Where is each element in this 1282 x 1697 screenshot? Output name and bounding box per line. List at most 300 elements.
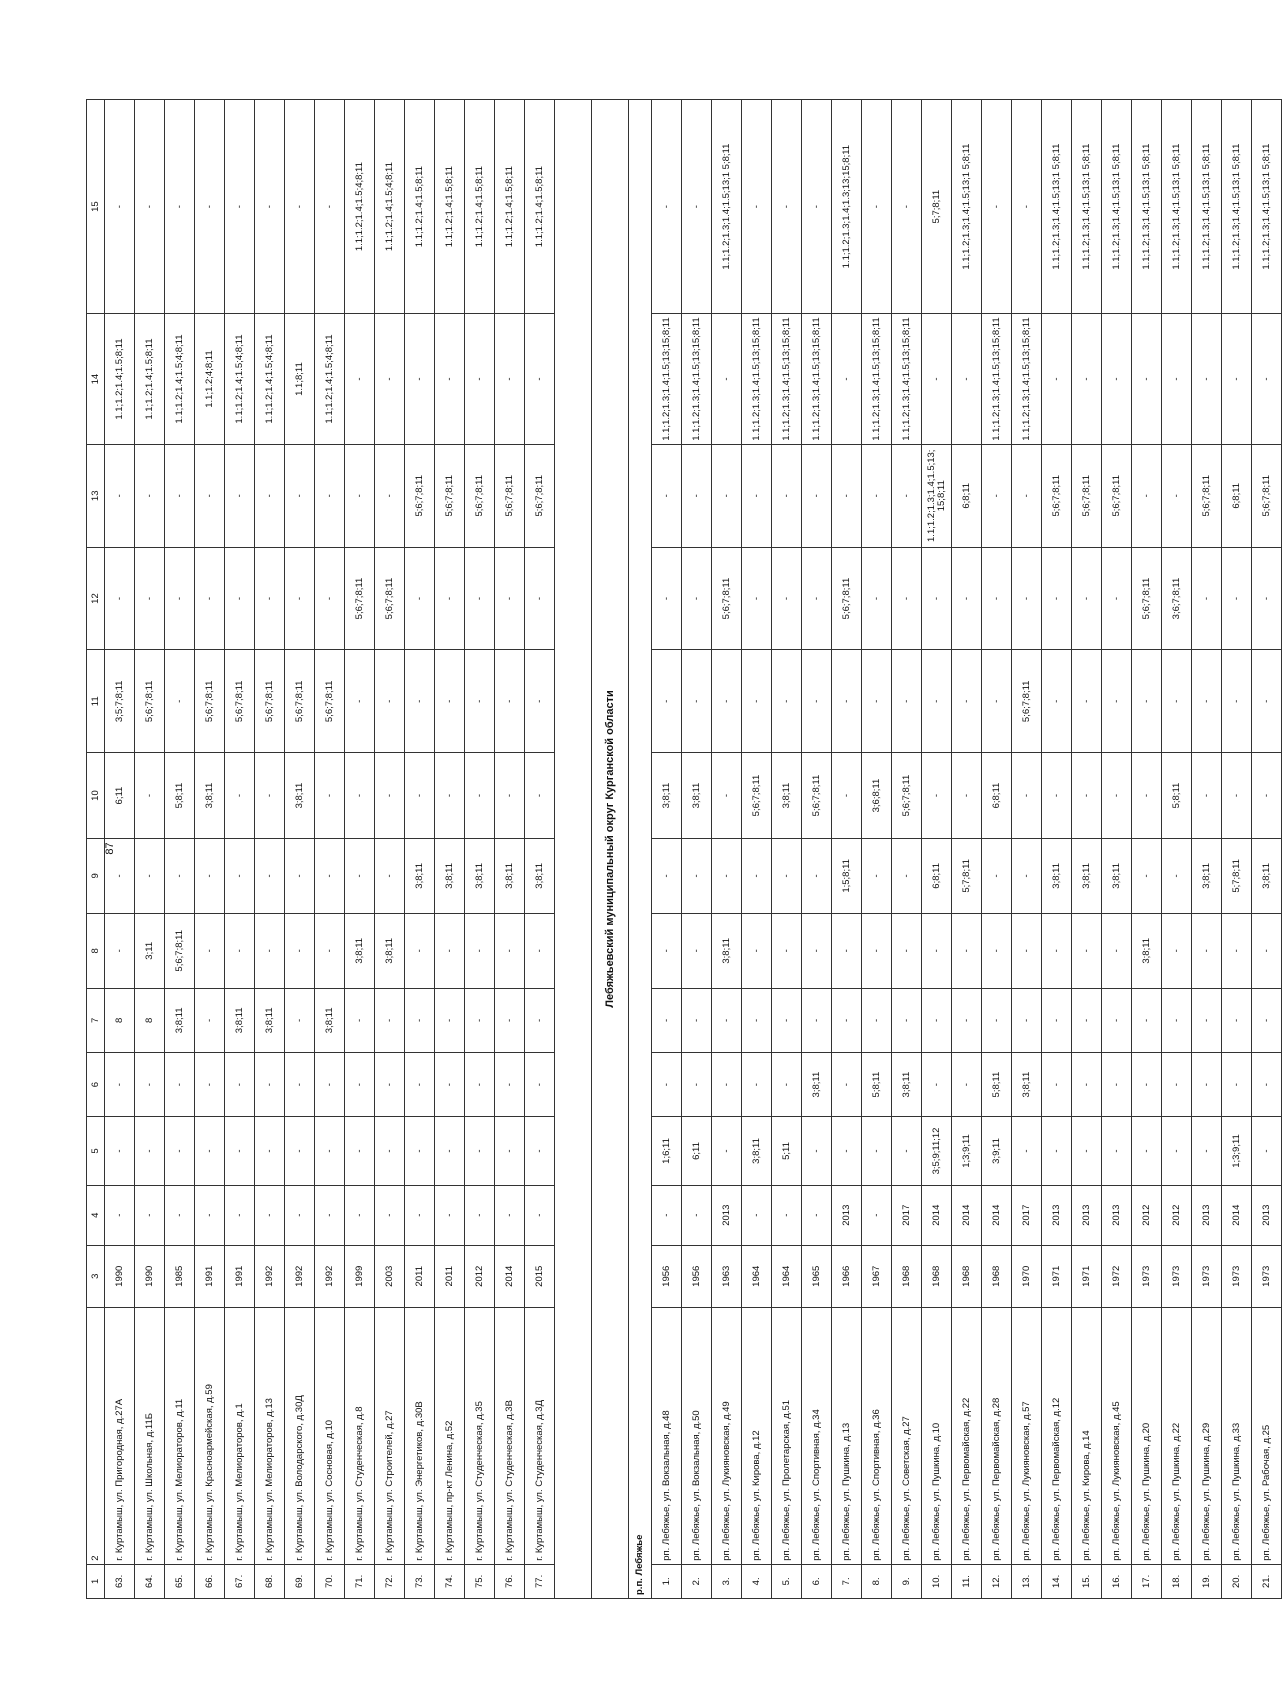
table-row-cell: 5;6;7;8;11: [1192, 444, 1222, 547]
table-row-cell: -: [255, 444, 285, 547]
table-row-cell: -: [435, 913, 465, 988]
table-row-cell: -: [832, 314, 862, 445]
table-row: [1102, 100, 1132, 1599]
table-row-cell: -: [285, 444, 315, 547]
table-row-cell: -: [652, 988, 682, 1052]
header-row-cell: 11: [87, 650, 105, 753]
table-row-cell: -: [862, 913, 892, 988]
table-row-cell: 67.: [225, 1564, 255, 1598]
table-row-cell: -: [652, 444, 682, 547]
table-row-cell: -: [195, 444, 225, 547]
table-row-cell: -: [315, 100, 345, 314]
table-row-cell: рп. Лебяжье, ул. Первомайская, д.12: [1042, 1307, 1072, 1564]
table-row: [922, 100, 952, 1599]
table-row-cell: -: [1042, 547, 1072, 650]
table-row-cell: 1973: [1222, 1245, 1252, 1307]
table-row-cell: 3;8;11: [195, 753, 225, 839]
table-row-cell: -: [105, 838, 135, 913]
table-row-cell: -: [315, 1052, 345, 1116]
table-row-cell: 5;6;7;8;11: [802, 753, 832, 839]
table-row-cell: -: [435, 314, 465, 445]
table-row-cell: -: [285, 1052, 315, 1116]
table-row-cell: -: [682, 547, 712, 650]
table-row-cell: -: [712, 753, 742, 839]
table-row-cell: -: [315, 753, 345, 839]
table-row-cell: -: [952, 753, 982, 839]
table-row-cell: -: [982, 988, 1012, 1052]
table-row-cell: 1992: [285, 1245, 315, 1307]
table-row-cell: г. Куртамыш, ул. Энергетиков, д.30В: [405, 1307, 435, 1564]
table-row-cell: г. Куртамыш, ул. Мелиораторов, д.13: [255, 1307, 285, 1564]
table-row-cell: 1966: [832, 1245, 862, 1307]
table-row: [345, 100, 375, 1599]
table-row-cell: -: [255, 1117, 285, 1186]
table-row-cell: 76.: [495, 1564, 525, 1598]
table-row-cell: -: [1162, 1052, 1192, 1116]
table-row-cell: 15.: [1072, 1564, 1102, 1598]
table-row-cell: 1956: [652, 1245, 682, 1307]
table-row-cell: -: [802, 444, 832, 547]
table-row-cell: -: [465, 988, 495, 1052]
table-row-cell: -: [255, 913, 285, 988]
table-row-cell: -: [1132, 753, 1162, 839]
table-row-cell: -: [1072, 314, 1102, 445]
table-row-cell: -: [742, 650, 772, 753]
table-row-cell: -: [525, 913, 555, 988]
table-row-cell: 1.1;1.2;1.3;1.4;1.5;13;15;8;11: [802, 314, 832, 445]
table-row-cell: -: [1042, 988, 1072, 1052]
table-row-cell: -: [1222, 314, 1252, 445]
table-row-cell: -: [1222, 1052, 1252, 1116]
table-row-cell: -: [375, 444, 405, 547]
table-row-cell: 1973: [1132, 1245, 1162, 1307]
table-row-cell: -: [1042, 913, 1072, 988]
table-row-cell: -: [495, 314, 525, 445]
table-row-cell: рп. Лебяжье, ул. Рабочая, д.25: [1252, 1307, 1282, 1564]
table-row-cell: -: [892, 838, 922, 913]
table-row-cell: 3;8;11: [465, 838, 495, 913]
table-row-cell: -: [772, 1052, 802, 1116]
table-row-cell: -: [1192, 650, 1222, 753]
table-row-cell: -: [195, 913, 225, 988]
table-row-cell: -: [195, 838, 225, 913]
table-row-cell: 3;8;11: [742, 1117, 772, 1186]
table-row-cell: -: [345, 1185, 375, 1245]
table-row-cell: 1964: [742, 1245, 772, 1307]
table-row: [802, 100, 832, 1599]
table-row-cell: -: [375, 838, 405, 913]
table-row-cell: 5;6;7;8;11: [375, 547, 405, 650]
table-row-cell: -: [862, 838, 892, 913]
table-row-cell: 6;11: [682, 1117, 712, 1186]
table-row-cell: 1;6;11: [652, 1117, 682, 1186]
table-row-cell: -: [712, 314, 742, 445]
table-row: [405, 100, 435, 1599]
table-row-cell: -: [1132, 838, 1162, 913]
table-row-cell: 1.1;1.2;1.3;1.4;1.5;13;15;8;11: [742, 314, 772, 445]
table-row-cell: 2012: [1132, 1185, 1162, 1245]
table-row-cell: -: [952, 1052, 982, 1116]
table-row-cell: 2017: [892, 1185, 922, 1245]
table-row-cell: рп. Лебяжье, ул. Спортивная, д.34: [802, 1307, 832, 1564]
table-row-cell: -: [1072, 988, 1102, 1052]
table-row-cell: -: [315, 1117, 345, 1186]
table-row-cell: г. Куртамыш, ул. Студенческая, д.3Д: [525, 1307, 555, 1564]
table-row-cell: 5;6;7;8;11: [525, 444, 555, 547]
table-row: [435, 100, 465, 1599]
table-row-cell: 3;8;11: [1072, 838, 1102, 913]
table-row-cell: -: [405, 1117, 435, 1186]
table-row-cell: 2011: [435, 1245, 465, 1307]
table-row-cell: 1.1;1.2;1.4;1.5;4;8;11: [255, 314, 285, 445]
table-row-cell: 1.1;1.2;1.4;1.5;8;11: [495, 100, 525, 314]
table-row-cell: 1.1;1.2;1.3;1.4;1.5;13;15;8;11: [652, 314, 682, 445]
table-row-cell: 3;8;11: [1192, 838, 1222, 913]
table-row-cell: -: [225, 100, 255, 314]
table-row-cell: 1.1;1.2;1.3;1.4;1.5;13;15;8;11: [892, 314, 922, 445]
table-row-cell: 3;6;7;8;11: [1162, 547, 1192, 650]
table-row-cell: 2015: [525, 1245, 555, 1307]
table-row-cell: -: [525, 1052, 555, 1116]
table-row-cell: -: [105, 1117, 135, 1186]
table-row-cell: -: [435, 650, 465, 753]
table-row-cell: 3;8;11: [405, 838, 435, 913]
table-row-cell: 3;8;11: [495, 838, 525, 913]
table-row-cell: -: [375, 753, 405, 839]
table-row-cell: г. Куртамыш, пр-кт Ленина, д.52: [435, 1307, 465, 1564]
table-row-cell: -: [1072, 547, 1102, 650]
table-row-cell: 1970: [1012, 1245, 1042, 1307]
table-row-cell: 69.: [285, 1564, 315, 1598]
table-row-cell: -: [862, 547, 892, 650]
table-row-cell: -: [1222, 650, 1252, 753]
table-row-cell: -: [832, 1052, 862, 1116]
table-row-cell: -: [345, 988, 375, 1052]
table-row-cell: 5;6;7;8;11: [832, 547, 862, 650]
table-row-cell: -: [345, 314, 375, 445]
table-row-cell: 3;11: [135, 913, 165, 988]
table-row-cell: -: [1252, 1052, 1282, 1116]
table-row-cell: 71.: [345, 1564, 375, 1598]
table-row: [195, 100, 225, 1599]
table-row-cell: 1.1;1.2;1.3;1.4;1.5;13;15;8;11: [772, 314, 802, 445]
table-row-cell: 1.1;1.2;1.3;1.4;1.5;13;15;8;11: [682, 314, 712, 445]
table-row-cell: -: [255, 753, 285, 839]
table-row-cell: 1973: [1192, 1245, 1222, 1307]
table-row-cell: 13.: [1012, 1564, 1042, 1598]
table-row-cell: 5;6;7;8;11: [742, 753, 772, 839]
table-row-cell: -: [105, 547, 135, 650]
table-row-cell: -: [892, 650, 922, 753]
section-title-row: [592, 100, 629, 1599]
table-row-cell: 3;6;8;11: [862, 753, 892, 839]
table-row-cell: 74.: [435, 1564, 465, 1598]
table-row-cell: 2013: [1042, 1185, 1072, 1245]
table-row-cell: -: [345, 444, 375, 547]
page-number: 87: [104, 842, 116, 855]
table-row-cell: 1990: [105, 1245, 135, 1307]
table-row-cell: -: [405, 314, 435, 445]
table-row-cell: 1.: [652, 1564, 682, 1598]
table-row-cell: -: [982, 444, 1012, 547]
table-row-cell: 5;8;11: [1162, 753, 1192, 839]
table-row-cell: -: [405, 1185, 435, 1245]
table-row-cell: -: [345, 650, 375, 753]
table-row-cell: -: [712, 838, 742, 913]
table-row-cell: -: [165, 1185, 195, 1245]
table-row-cell: рп. Лебяжье, ул. Пролетарская, д.51: [772, 1307, 802, 1564]
table-row-cell: 3;8;11: [435, 838, 465, 913]
table-row-cell: -: [1102, 1052, 1132, 1116]
table-row-cell: рп. Лебяжье, ул. Кирова, д.14: [1072, 1307, 1102, 1564]
table-row-cell: -: [1192, 1052, 1222, 1116]
table-row-cell: 5;7;8;11: [922, 100, 952, 314]
table-row-cell: 3;8;11: [1252, 838, 1282, 913]
table-row-cell: 6;8;11: [1222, 444, 1252, 547]
table-row-cell: г. Куртамыш, ул. Володарского, д.30Д: [285, 1307, 315, 1564]
table-row-cell: -: [1252, 547, 1282, 650]
table-row-cell: 1968: [982, 1245, 1012, 1307]
table-row-cell: -: [285, 547, 315, 650]
table-row-cell: рп. Лебяжье, ул. Пушкина, д.29: [1192, 1307, 1222, 1564]
table-row-cell: -: [802, 988, 832, 1052]
table-row-cell: -: [225, 444, 255, 547]
table-row-cell: 2012: [1162, 1185, 1192, 1245]
table-row-cell: г. Куртамыш, ул. Сосновая, д.10: [315, 1307, 345, 1564]
header-row-cell: 9: [87, 838, 105, 913]
table-row-cell: рп. Лебяжье, ул. Вокзальная, д.48: [652, 1307, 682, 1564]
table-row-cell: -: [105, 100, 135, 314]
table-row-cell: 1972: [1102, 1245, 1132, 1307]
table-row-cell: 3;8;11: [682, 753, 712, 839]
table-row-cell: 1.1;1.2;1.3;1.4;1.5;13;15;8;11: [922, 444, 952, 547]
table-row-cell: -: [255, 100, 285, 314]
table-row-cell: -: [742, 547, 772, 650]
place-label-row-text: р.п. Лебяжье: [629, 100, 652, 1599]
table-row-cell: 5;6;7;8;11: [225, 650, 255, 753]
table-row-cell: -: [862, 100, 892, 314]
table-row-cell: 2013: [1072, 1185, 1102, 1245]
table-row-cell: -: [225, 913, 255, 988]
table-row-cell: -: [135, 100, 165, 314]
table-row-cell: -: [525, 1185, 555, 1245]
table-row-cell: 8.: [862, 1564, 892, 1598]
table-row-cell: 7.: [832, 1564, 862, 1598]
table-row-cell: 1991: [195, 1245, 225, 1307]
table-row-cell: -: [952, 913, 982, 988]
table-row-cell: 75.: [465, 1564, 495, 1598]
table-row-cell: -: [1252, 314, 1282, 445]
table-row-cell: -: [1252, 650, 1282, 753]
table-row-cell: 5.: [772, 1564, 802, 1598]
table-row-cell: -: [165, 1052, 195, 1116]
table-row-cell: -: [195, 1052, 225, 1116]
table-row-cell: 2003: [375, 1245, 405, 1307]
table-row-cell: -: [772, 988, 802, 1052]
table-row-cell: 3;5;9;11;12: [922, 1117, 952, 1186]
table-row-cell: -: [495, 547, 525, 650]
table-row-cell: 5;6;7;8;11: [892, 753, 922, 839]
table-row-cell: -: [195, 1185, 225, 1245]
table-row-cell: -: [105, 1185, 135, 1245]
header-row-cell: 4: [87, 1185, 105, 1245]
table-row-cell: 1965: [802, 1245, 832, 1307]
table-row-cell: 1.1;1.2;1.4;1.5;8;11: [135, 314, 165, 445]
table-row-cell: -: [375, 1185, 405, 1245]
table-row-cell: -: [1252, 753, 1282, 839]
table-row-cell: -: [802, 650, 832, 753]
table-row-cell: -: [285, 1117, 315, 1186]
table-row: [1012, 100, 1042, 1599]
table-row-cell: -: [832, 753, 862, 839]
table-row-cell: 1968: [892, 1245, 922, 1307]
table-row-cell: -: [1102, 913, 1132, 988]
table-row-cell: -: [652, 913, 682, 988]
table-row-cell: -: [832, 913, 862, 988]
table-row-cell: -: [495, 1185, 525, 1245]
table-row: [982, 100, 1012, 1599]
table-row-cell: -: [682, 838, 712, 913]
table-row-cell: 2014: [982, 1185, 1012, 1245]
table-row-cell: 1956: [682, 1245, 712, 1307]
table-row-cell: -: [862, 650, 892, 753]
table-row-cell: -: [255, 1052, 285, 1116]
table-row-cell: 3;8;11: [712, 913, 742, 988]
table-row-cell: 1.1;1.2;4;8;11: [195, 314, 225, 445]
table-row-cell: -: [375, 988, 405, 1052]
table-row-cell: -: [465, 314, 495, 445]
table-row-cell: -: [892, 547, 922, 650]
table-row-cell: -: [1132, 988, 1162, 1052]
table-row-cell: -: [285, 100, 315, 314]
table-row-cell: -: [195, 1117, 225, 1186]
table-row-cell: 21.: [1252, 1564, 1282, 1598]
table-row-cell: рп. Лебяжье, ул. Пушкина, д.13: [832, 1307, 862, 1564]
table-row-cell: рп. Лебяжье, ул. Пушкина, д.20: [1132, 1307, 1162, 1564]
table-row: [1162, 100, 1192, 1599]
table-row-cell: -: [1192, 753, 1222, 839]
table-row-cell: -: [225, 1185, 255, 1245]
table-row-cell: -: [952, 547, 982, 650]
table-row-cell: 6.: [802, 1564, 832, 1598]
table-row-cell: -: [982, 547, 1012, 650]
table-row-cell: 6;8;11: [922, 838, 952, 913]
table-row-cell: -: [682, 1185, 712, 1245]
table-row-cell: 3;8;11: [345, 913, 375, 988]
table-row-cell: 5;7;8;11: [952, 838, 982, 913]
table-row-cell: -: [1192, 913, 1222, 988]
table-row-cell: -: [1192, 314, 1222, 445]
table-row-cell: -: [772, 838, 802, 913]
table-row-cell: 5;6;7;8;11: [285, 650, 315, 753]
table-row-cell: 77.: [525, 1564, 555, 1598]
header-row-cell: 8: [87, 913, 105, 988]
table-row-cell: 11.: [952, 1564, 982, 1598]
table-row-cell: -: [982, 838, 1012, 913]
table-row-cell: -: [525, 988, 555, 1052]
header-row-cell: 14: [87, 314, 105, 445]
table-row-cell: 3;8;11: [315, 988, 345, 1052]
table-row-cell: -: [435, 547, 465, 650]
table-row-cell: 5;6;7;8;11: [1132, 547, 1162, 650]
table-row-cell: 2013: [712, 1185, 742, 1245]
table-row-cell: -: [225, 547, 255, 650]
table-row-cell: -: [1102, 650, 1132, 753]
table-row-cell: -: [892, 988, 922, 1052]
table-row-cell: -: [1012, 988, 1042, 1052]
table-row-cell: 1992: [255, 1245, 285, 1307]
blank-row: [555, 100, 592, 1599]
table-row-cell: -: [652, 1052, 682, 1116]
table-row-cell: 3;8;11: [652, 753, 682, 839]
table-row-cell: 5;6;7;8;11: [315, 650, 345, 753]
table-row-cell: -: [135, 547, 165, 650]
table-row-cell: -: [165, 650, 195, 753]
table-row-cell: -: [225, 838, 255, 913]
table-row-cell: рп. Лебяжье, ул. Пушкина, д.22: [1162, 1307, 1192, 1564]
table-row-cell: рп. Лебяжье, ул. Первомайская, д.28: [982, 1307, 1012, 1564]
table-row-cell: -: [742, 444, 772, 547]
table-row-cell: 2013: [1192, 1185, 1222, 1245]
table-row-cell: 5;6;7;8;11: [165, 913, 195, 988]
table-row-cell: -: [952, 650, 982, 753]
table-row-cell: 3;8;11: [1012, 1052, 1042, 1116]
table-row-cell: -: [315, 444, 345, 547]
table-row-cell: -: [1102, 314, 1132, 445]
table-row-cell: 1973: [1252, 1245, 1282, 1307]
table-row-cell: 2013: [1102, 1185, 1132, 1245]
table-row-cell: -: [315, 838, 345, 913]
table-row-cell: 19.: [1192, 1564, 1222, 1598]
table-row-cell: 1.1;1.2;1.3;1.4;1.5;13;15;8;11: [1012, 314, 1042, 445]
table-row-cell: -: [742, 1052, 772, 1116]
table-row-cell: г. Куртамыш, ул. Студенческая, д.35: [465, 1307, 495, 1564]
table-row-cell: -: [495, 753, 525, 839]
table-row-cell: -: [135, 838, 165, 913]
header-row-cell: 3: [87, 1245, 105, 1307]
table-row-cell: -: [1222, 753, 1252, 839]
header-row-cell: 15: [87, 100, 105, 314]
table-row-cell: -: [742, 100, 772, 314]
table-row-cell: рп. Лебяжье, ул. Лукияновская, д.49: [712, 1307, 742, 1564]
table-row-cell: рп. Лебяжье, ул. Первомайская, д.22: [952, 1307, 982, 1564]
table-row-cell: -: [682, 444, 712, 547]
table-row-cell: г. Куртамыш, ул. Красноармейская, д.59: [195, 1307, 225, 1564]
header-row-cell: 5: [87, 1117, 105, 1186]
table-row-cell: 73.: [405, 1564, 435, 1598]
table-row-cell: г. Куртамыш, ул. Мелиораторов, д.11: [165, 1307, 195, 1564]
table-row-cell: 1.1;1.2;1.3;1.4;1.5;13;1 5;8;11: [1192, 100, 1222, 314]
table-row-cell: -: [652, 547, 682, 650]
table-row-cell: 3;8;11: [772, 753, 802, 839]
table-row-cell: 1990: [135, 1245, 165, 1307]
table-row-cell: 1971: [1042, 1245, 1072, 1307]
table-row-cell: -: [315, 547, 345, 650]
table-row-cell: -: [225, 1117, 255, 1186]
table-row-cell: 1.1;1.2;1.3;1.4;1.5;13;15;8;11: [982, 314, 1012, 445]
table-row-cell: -: [345, 753, 375, 839]
table-row-cell: 5;11: [772, 1117, 802, 1186]
section-title-row-text: Лебяжьевский муниципальный округ Курганской области: [592, 100, 629, 1599]
table-row-cell: -: [1252, 1117, 1282, 1186]
table-row-cell: -: [135, 753, 165, 839]
table-row-cell: -: [375, 1052, 405, 1116]
table-row-cell: -: [285, 988, 315, 1052]
table-row-cell: 2013: [832, 1185, 862, 1245]
table-row-cell: 5;6;7;8;11: [405, 444, 435, 547]
table-row-cell: -: [1162, 913, 1192, 988]
table-row-cell: г. Куртамыш, ул. Студенческая, д.3В: [495, 1307, 525, 1564]
